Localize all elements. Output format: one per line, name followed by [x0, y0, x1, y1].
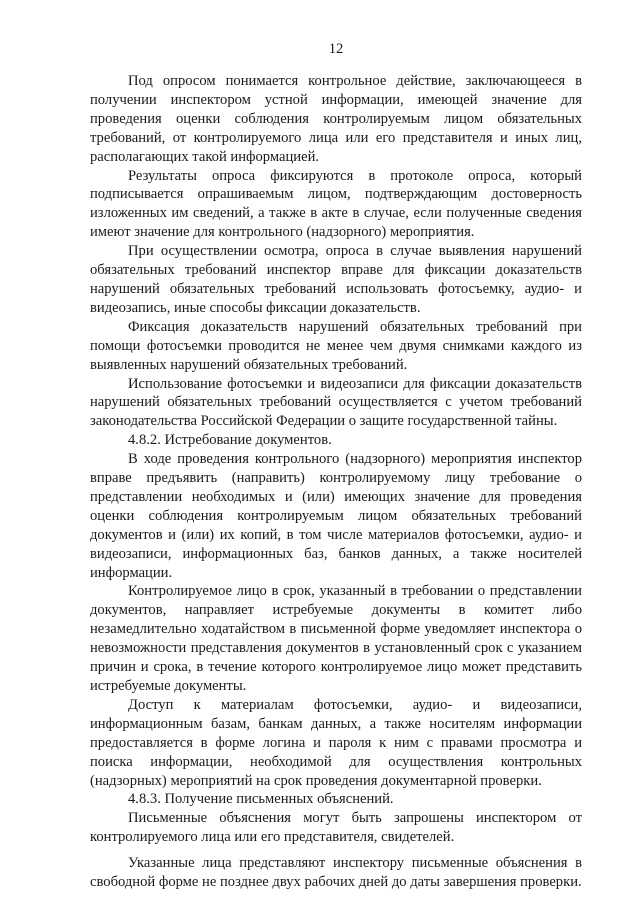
paragraph-survey-definition: Под опросом понимается контрольное действие, заключающееся в получении инспектором устной информации, имеющей значение для проведения оценки соблюдения контролируемым лицом обязательных требований, от контролируемого лица или его представителя и иных лиц, располагающих такой информацией. [90, 73, 582, 165]
paragraph-state-secret: Использование фотосъемки и видеозаписи для фиксации доказательств нарушений обязательных требований осуществляется с учетом требований законодательства Российской Федерации о защите государственной тайны. [90, 375, 582, 430]
paragraph-document-request: В ходе проведения контрольного (надзорного) мероприятия инспектор вправе предъявить (направить) контролируемому лицу требование о представлении необходимых и (или) имеющих значение для проведения оценки соблюдения контролируемым лицом обязательных требований документов и (или) их копий, в том числе материалов фотосъемки, аудио- и видеозаписи, информационных баз, банков данных, а также носителей информации. [90, 451, 582, 581]
document-page [90, 40, 582, 891]
paragraph-explanations-request: Письменные объяснения могут быть запрошены инспектором от контролируемого лица или его представителя, свидетелей. [90, 810, 582, 846]
paragraph-data-access: Доступ к материалам фотосъемки, аудио- и видеозаписи, информационным базам, банкам данных, а также носителям информации предоставляется в форме логина и пароля к ним с правами просмотра и поиска информации, необходимой для осуществления контрольных (надзорных) мероприятий на срок проведения документарной проверки. [90, 696, 582, 789]
paragraph-explanations-deadline: Указанные лица представляют инспектору письменные объяснения в свободной форме не позднее двух рабочих дней до даты завершения проверки. [90, 855, 582, 891]
section-heading-written-explanations: 4.8.3. Получение письменных объяснений. [128, 791, 394, 808]
paragraph-evidence-recording: При осуществлении осмотра, опроса в случае выявления нарушений обязательных требований инспектор вправе для фиксации доказательств нарушений обязательных требований использовать фотосъемку, аудио- и видеозапись, иные способы фиксации доказательств. [90, 243, 582, 316]
section-heading-document-request: 4.8.2. Истребование документов. [128, 432, 332, 449]
page-number: 12 [328, 41, 344, 57]
paragraph-survey-results: Результаты опроса фиксируются в протоколе опроса, который подписывается опрашиваемым лицом, подтверждающим достоверность изложенных им сведений, а также в акте в случае, если полученные сведения имеют значение для контрольного (надзорного) мероприятия. [90, 167, 582, 241]
paragraph-document-submission: Контролируемое лицо в срок, указанный в требовании о представлении документов, направляет истребуемые документы в комитет либо незамедлительно ходатайством в письменной форме уведомляет инспектора о невозможности представления документов в установленный срок с указанием причин и срока, в течение которого контролируемое лицо может представить истребуемые документы. [90, 583, 582, 694]
paragraph-photo-evidence: Фиксация доказательств нарушений обязательных требований при помощи фотосъемки проводится не менее чем двумя снимками каждого из выявленных нарушений обязательных требований. [90, 318, 582, 373]
